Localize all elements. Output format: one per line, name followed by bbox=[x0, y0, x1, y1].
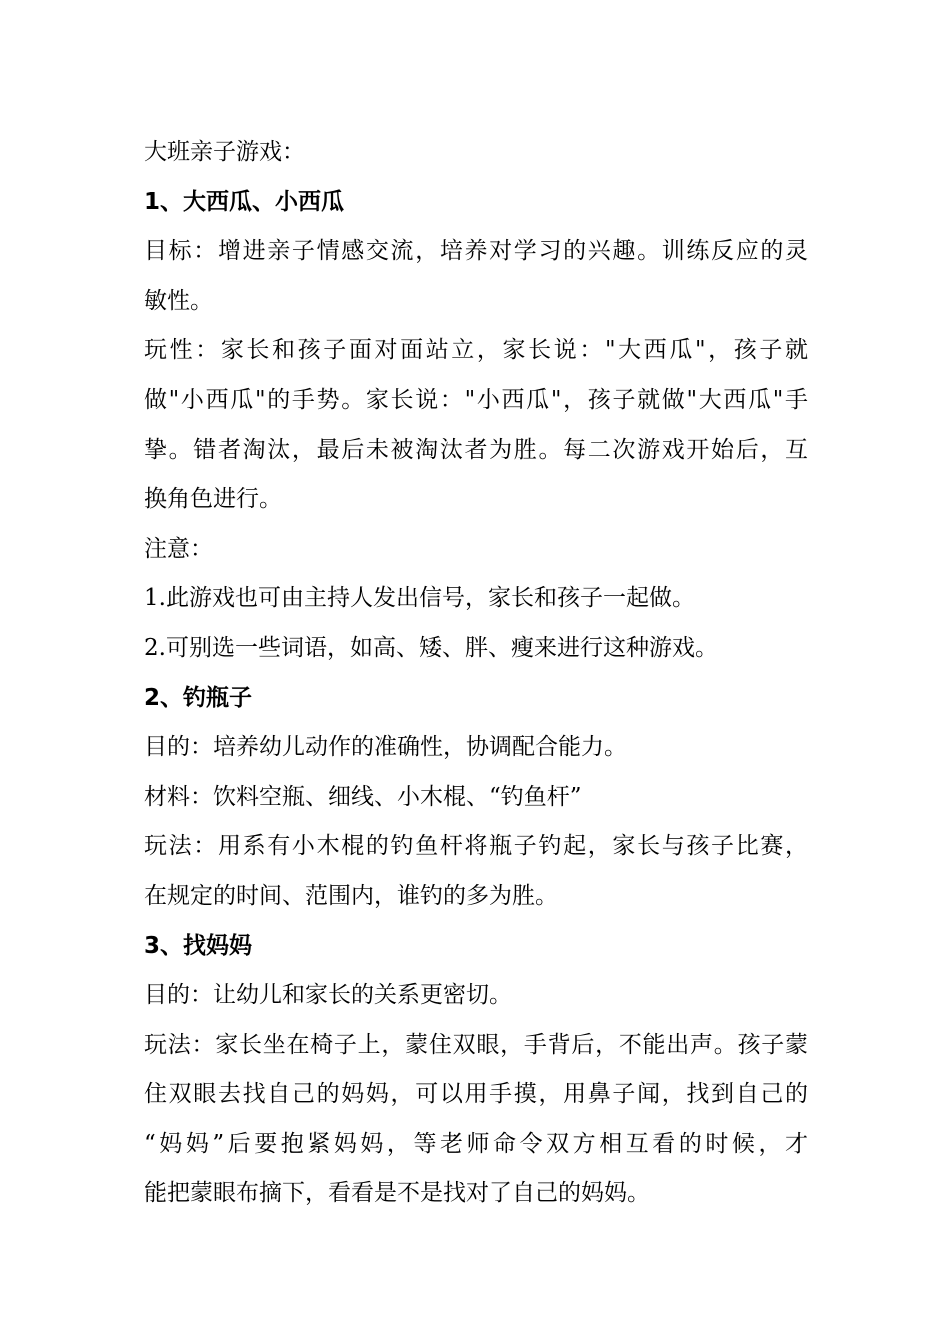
paragraph-line: 换角色进行。 bbox=[144, 486, 282, 513]
paragraph-line: 玩性：家长和孩子面对面站立，家长说："大西瓜"，孩子就 bbox=[144, 337, 808, 364]
paragraph-line: 材料：饮料空瓶、细线、小木棍、“钓鱼杆” bbox=[144, 783, 582, 810]
paragraph-line: 玩法：用系有小木棍的钓鱼杆将瓶子钓起，家长与孩子比赛， bbox=[144, 833, 808, 860]
paragraph-line: 注意： bbox=[144, 535, 213, 562]
document-page bbox=[144, 128, 808, 1219]
document-title: 大班亲子游戏： bbox=[144, 139, 305, 165]
paragraph-line: 目标：增进亲子情感交流，培养对学习的兴趣。训练反应的灵 bbox=[144, 238, 808, 265]
paragraph-line: 挚。错者淘汰，最后未被淘汰者为胜。每二次游戏开始后，互 bbox=[144, 436, 808, 463]
paragraph-line: 2.可别选一些词语，如高、矮、胖、瘦来进行这种游戏。 bbox=[144, 634, 718, 661]
paragraph-line: 1.此游戏也可由主持人发出信号，家长和孩子一起做。 bbox=[144, 585, 695, 612]
paragraph-line: 做"小西瓜"的手势。家长说："小西瓜"，孩子就做"大西瓜"手 bbox=[144, 386, 808, 413]
paragraph-line: 在规定的时间、范围内，谁钓的多为胜。 bbox=[144, 882, 558, 909]
paragraph-line: 目的：让幼儿和家长的关系更密切。 bbox=[144, 982, 512, 1009]
section-heading-3: 3、找妈妈 bbox=[144, 932, 253, 959]
paragraph-line: 敏性。 bbox=[144, 287, 213, 314]
paragraph-line: “妈妈”后要抱紧妈妈，等老师命令双方相互看的时候，才 bbox=[144, 1130, 808, 1157]
paragraph-line: 能把蒙眼布摘下，看看是不是找对了自己的妈妈。 bbox=[144, 1180, 650, 1207]
section-heading-2: 2、钓瓶子 bbox=[144, 684, 253, 711]
paragraph-line: 目的：培养幼儿动作的准确性，协调配合能力。 bbox=[144, 734, 627, 761]
section-heading-1: 1、大西瓜、小西瓜 bbox=[144, 188, 345, 215]
paragraph-line: 住双眼去找自己的妈妈，可以用手摸，用鼻子闻，找到自己的 bbox=[144, 1081, 808, 1108]
paragraph-line: 玩法：家长坐在椅子上，蒙住双眼，手背后，不能出声。孩子蒙 bbox=[144, 1031, 808, 1058]
